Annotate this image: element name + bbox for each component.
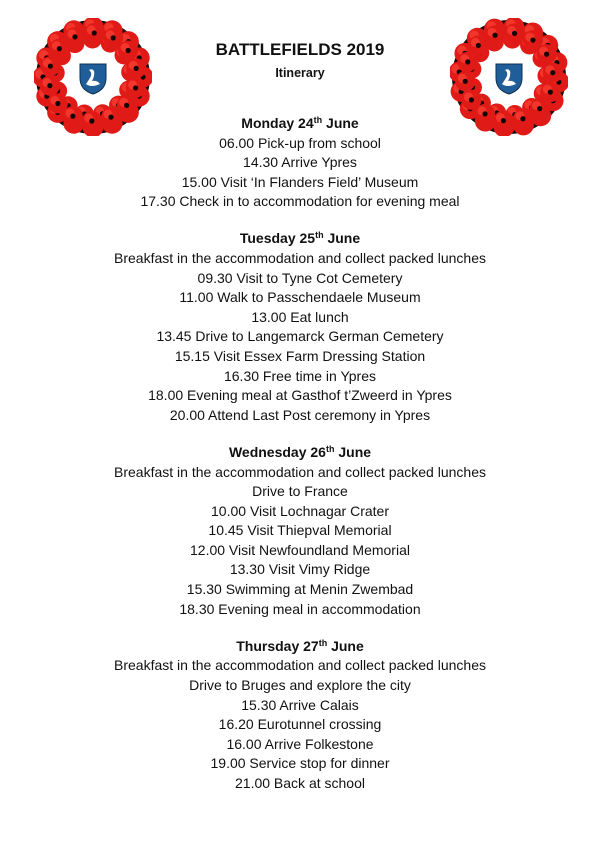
itinerary-item: 17.30 Check in to accommodation for evening meal: [140, 193, 460, 210]
poppy-flower: [126, 78, 146, 98]
day-monday: [0, 114, 600, 212]
itinerary-item: Breakfast in the accommodation and collect packed lunches: [114, 463, 486, 480]
itinerary-item: Breakfast in the accommodation and collect packed lunches: [114, 250, 486, 267]
itinerary-item: 15.15 Visit Essex Farm Dressing Station: [174, 348, 426, 365]
itinerary-item: 13.30 Visit Vimy Ridge: [229, 561, 371, 578]
day-heading: Wednesday 26th June: [228, 443, 372, 460]
itinerary-item: 09.30 Visit to Tyne Cot Cemetery: [197, 269, 403, 286]
day-tuesday: [0, 229, 600, 425]
itinerary-item: 21.00 Back at school: [235, 774, 365, 791]
itinerary-item: 10.00 Visit Lochnagar Crater: [211, 502, 389, 519]
itinerary-item: 15.00 Visit ‘In Flanders Field’ Museum: [181, 173, 419, 190]
itinerary-item: 19.00 Service stop for dinner: [210, 755, 390, 772]
itinerary-item: 18.00 Evening meal at Gasthof t’Zweerd in Ypres: [148, 387, 452, 404]
poppy-flower: [48, 94, 68, 114]
poppy-flower: [461, 90, 481, 110]
itinerary-item: 10.45 Visit Thiepval Memorial: [208, 522, 392, 539]
day-heading: Monday 24th June: [241, 115, 359, 131]
itinerary-item: 16.00 Arrive Folkestone: [226, 735, 374, 752]
itinerary-item: Breakfast in the accommodation and collect packed lunches: [114, 657, 486, 674]
itinerary-item: 18.30 Evening meal in accommodation: [179, 600, 421, 617]
page-subtitle: Itinerary: [275, 66, 325, 80]
itinerary: [0, 114, 600, 811]
itinerary-item: 13.00 Eat lunch: [251, 308, 349, 325]
poppy-flower: [540, 82, 560, 102]
itinerary-item: 14.30 Arrive Ypres: [243, 154, 357, 171]
itinerary-item: Drive to Bruges and explore the city: [189, 676, 411, 693]
itinerary-item: 13.45 Drive to Langemarck German Cemetery: [156, 328, 444, 345]
itinerary-item: 06.00 Pick-up from school: [219, 134, 381, 151]
day-thursday: [0, 637, 600, 794]
itinerary-item: 15.30 Swimming at Menin Zwembad: [186, 581, 414, 598]
itinerary-item: 16.20 Eurotunnel crossing: [218, 716, 382, 733]
itinerary-item: 15.30 Arrive Calais: [241, 696, 359, 713]
page-title: BATTLEFIELDS 2019: [215, 40, 385, 59]
day-heading: Thursday 27th June: [236, 637, 364, 654]
itinerary-item: 16.30 Free time in Ypres: [223, 367, 376, 384]
day-heading: Tuesday 25th June: [239, 230, 361, 247]
itinerary-item: 20.00 Attend Last Post ceremony in Ypres: [169, 406, 431, 423]
itinerary-item: 12.00 Visit Newfoundland Memorial: [190, 541, 410, 558]
day-wednesday: [0, 443, 600, 619]
itinerary-item: 11.00 Walk to Passchendaele Museum: [179, 289, 421, 306]
itinerary-item: Drive to France: [252, 483, 348, 500]
